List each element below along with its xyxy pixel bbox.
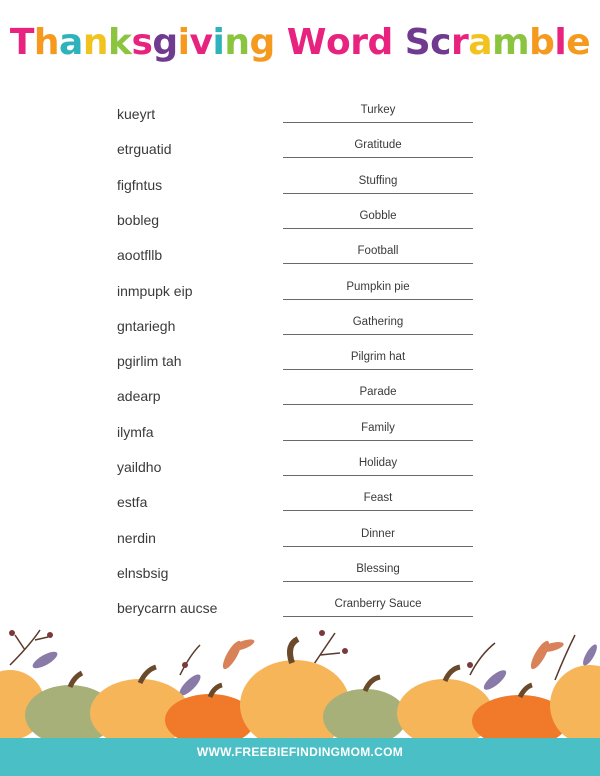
scramble-row — [0, 237, 600, 272]
scrambled-word: inmpupk eip — [117, 282, 193, 299]
scrambled-word: gntariegh — [117, 317, 176, 334]
scrambled-word: yaildho — [117, 459, 162, 475]
scramble-row — [0, 96, 600, 131]
scramble-row — [0, 167, 600, 202]
scrambled-word: ilymfa — [117, 423, 154, 440]
scrambled-word: estfa — [117, 494, 148, 511]
title-word: Scramble — [404, 22, 591, 63]
scrambled-word: figfntus — [117, 176, 163, 193]
answer-line[interactable]: Gratitude — [283, 139, 473, 158]
footer-url[interactable]: WWW.FREEBIEFINDINGMOM.COM — [196, 745, 404, 759]
scramble-row — [0, 273, 600, 308]
scramble-row — [0, 131, 600, 166]
scramble-row — [0, 449, 600, 484]
answer-line[interactable]: Turkey — [283, 104, 473, 123]
scrambled-word: elnsbsig — [117, 564, 169, 581]
answer-line[interactable]: Gobble — [283, 210, 473, 229]
answer-line[interactable]: Family — [283, 422, 473, 441]
title-word: Word — [286, 22, 393, 63]
scramble-row — [0, 378, 600, 413]
page-title — [0, 22, 600, 63]
scrambled-word: pgirlim tah — [117, 353, 182, 370]
answer-line[interactable]: Blessing — [283, 563, 473, 582]
scrambled-word: bobleg — [117, 211, 160, 228]
scramble-row — [0, 308, 600, 343]
answer-line[interactable]: Football — [283, 245, 473, 264]
scrambled-word: adearp — [117, 388, 161, 405]
answer-line[interactable]: Gathering — [283, 316, 473, 335]
scramble-row — [0, 520, 600, 555]
scrambled-word: etrguatid — [117, 141, 172, 158]
pumpkin-border-illustration — [0, 625, 600, 740]
title-word: Thanksgiving — [9, 22, 275, 63]
answer-line[interactable]: Feast — [283, 492, 473, 511]
scramble-row — [0, 202, 600, 237]
scrambled-word: aootfllb — [117, 247, 163, 264]
pumpkin-icon — [0, 639, 600, 740]
answer-line[interactable]: Pilgrim hat — [283, 351, 473, 370]
answer-line[interactable]: Parade — [283, 386, 473, 405]
scramble-row — [0, 484, 600, 519]
answer-line[interactable]: Cranberry Sauce — [283, 598, 473, 617]
scramble-row — [0, 343, 600, 378]
scrambled-word: nerdin — [117, 529, 156, 546]
scramble-row — [0, 590, 600, 625]
scrambled-word: kueyrt — [117, 106, 156, 122]
scrambled-word: berycarrn aucse — [117, 600, 218, 617]
footer-bar — [0, 738, 600, 776]
scramble-row — [0, 555, 600, 590]
answer-line[interactable]: Pumpkin pie — [283, 281, 473, 300]
answer-line[interactable]: Holiday — [283, 457, 473, 476]
answer-line[interactable]: Dinner — [283, 528, 473, 547]
scramble-row — [0, 414, 600, 449]
answer-line[interactable]: Stuffing — [283, 175, 473, 194]
